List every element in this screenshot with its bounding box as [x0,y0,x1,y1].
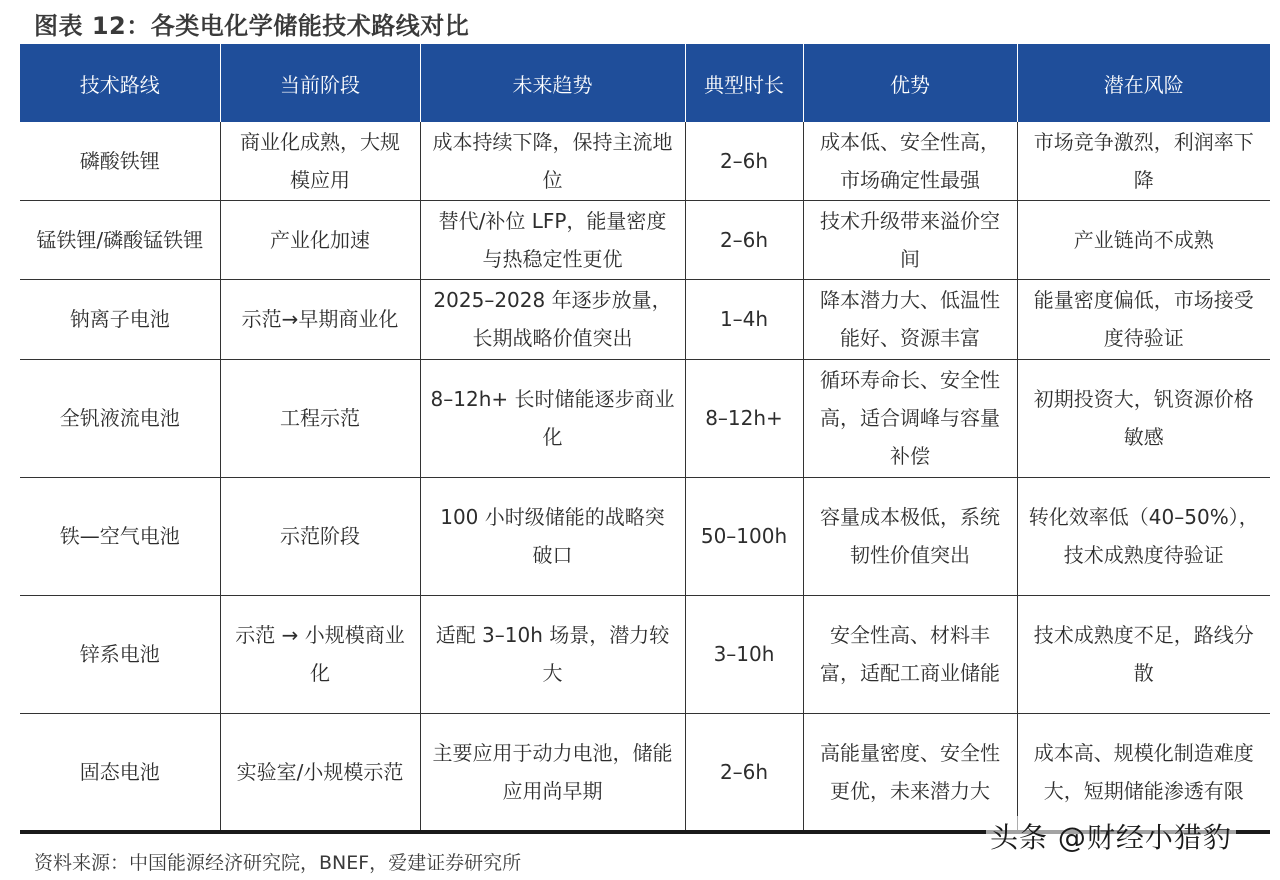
table-cell: 降本潜力大、低温性能好、资源丰富 [803,279,1017,359]
table-cell: 适配 3–10h 场景，潜力较大 [420,595,685,713]
table-cell: 1–4h [685,279,803,359]
table-cell: 技术升级带来溢价空间 [803,200,1017,279]
table-cell: 2–6h [685,122,803,200]
column-header: 未来趋势 [420,44,685,122]
table-row [20,200,1270,279]
table-cell: 安全性高、材料丰富，适配工商业储能 [803,595,1017,713]
table-cell: 产业链尚不成熟 [1017,200,1270,279]
table-cell: 实验室/小规模示范 [220,713,420,831]
table-cell: 成本高、规模化制造难度大，短期储能渗透有限 [1017,713,1270,831]
table-cell: 转化效率低（40–50%），技术成熟度待验证 [1017,477,1270,595]
table-row [20,122,1270,200]
column-header: 典型时长 [685,44,803,122]
table-cell: 钠离子电池 [20,279,220,359]
table-cell: 磷酸铁锂 [20,122,220,200]
table-cell: 循环寿命长、安全性高，适合调峰与容量补偿 [803,359,1017,477]
table-cell: 锰铁锂/磷酸锰铁锂 [20,200,220,279]
table-cell: 市场竞争激烈，利润率下降 [1017,122,1270,200]
table-cell: 2–6h [685,713,803,831]
table-cell: 工程示范 [220,359,420,477]
table-cell: 商业化成熟，大规模应用 [220,122,420,200]
table-cell: 产业化加速 [220,200,420,279]
table-cell: 3–10h [685,595,803,713]
column-header: 潜在风险 [1017,44,1270,122]
table-cell: 100 小时级储能的战略突破口 [420,477,685,595]
column-header: 技术路线 [20,44,220,122]
table-row [20,477,1270,595]
table-row [20,359,1270,477]
table-header-row [20,44,1270,122]
table-row [20,279,1270,359]
table-row [20,595,1270,713]
table-cell: 主要应用于动力电池，储能应用尚早期 [420,713,685,831]
table-cell: 高能量密度、安全性更优，未来潜力大 [803,713,1017,831]
table-cell: 能量密度偏低，市场接受度待验证 [1017,279,1270,359]
table-cell: 固态电池 [20,713,220,831]
column-header: 当前阶段 [220,44,420,122]
comparison-table [20,44,1270,831]
table-cell: 成本持续下降，保持主流地位 [420,122,685,200]
column-header: 优势 [803,44,1017,122]
table-cell: 2025–2028 年逐步放量，长期战略价值突出 [420,279,685,359]
table-cell: 成本低、安全性高，市场确定性最强 [803,122,1017,200]
table-cell: 8–12h+ [685,359,803,477]
watermark: 头条 @财经小猎豹 [986,816,1236,856]
table-cell: 替代/补位 LFP，能量密度与热稳定性更优 [420,200,685,279]
figure-title: 图表 12：各类电化学储能技术路线对比 [34,12,470,40]
table-cell: 铁—空气电池 [20,477,220,595]
table-cell: 容量成本极低，系统韧性价值突出 [803,477,1017,595]
table-cell: 50–100h [685,477,803,595]
table-cell: 锌系电池 [20,595,220,713]
table-cell: 示范阶段 [220,477,420,595]
table-row [20,713,1270,831]
table-cell: 初期投资大，钒资源价格敏感 [1017,359,1270,477]
table-cell: 全钒液流电池 [20,359,220,477]
table-cell: 示范 → 小规模商业化 [220,595,420,713]
table-cell: 8–12h+ 长时储能逐步商业化 [420,359,685,477]
table-cell: 示范→早期商业化 [220,279,420,359]
table-cell: 技术成熟度不足，路线分散 [1017,595,1270,713]
table-cell: 2–6h [685,200,803,279]
source-note: 资料来源：中国能源经济研究院，BNEF，爱建证券研究所 [34,852,522,874]
